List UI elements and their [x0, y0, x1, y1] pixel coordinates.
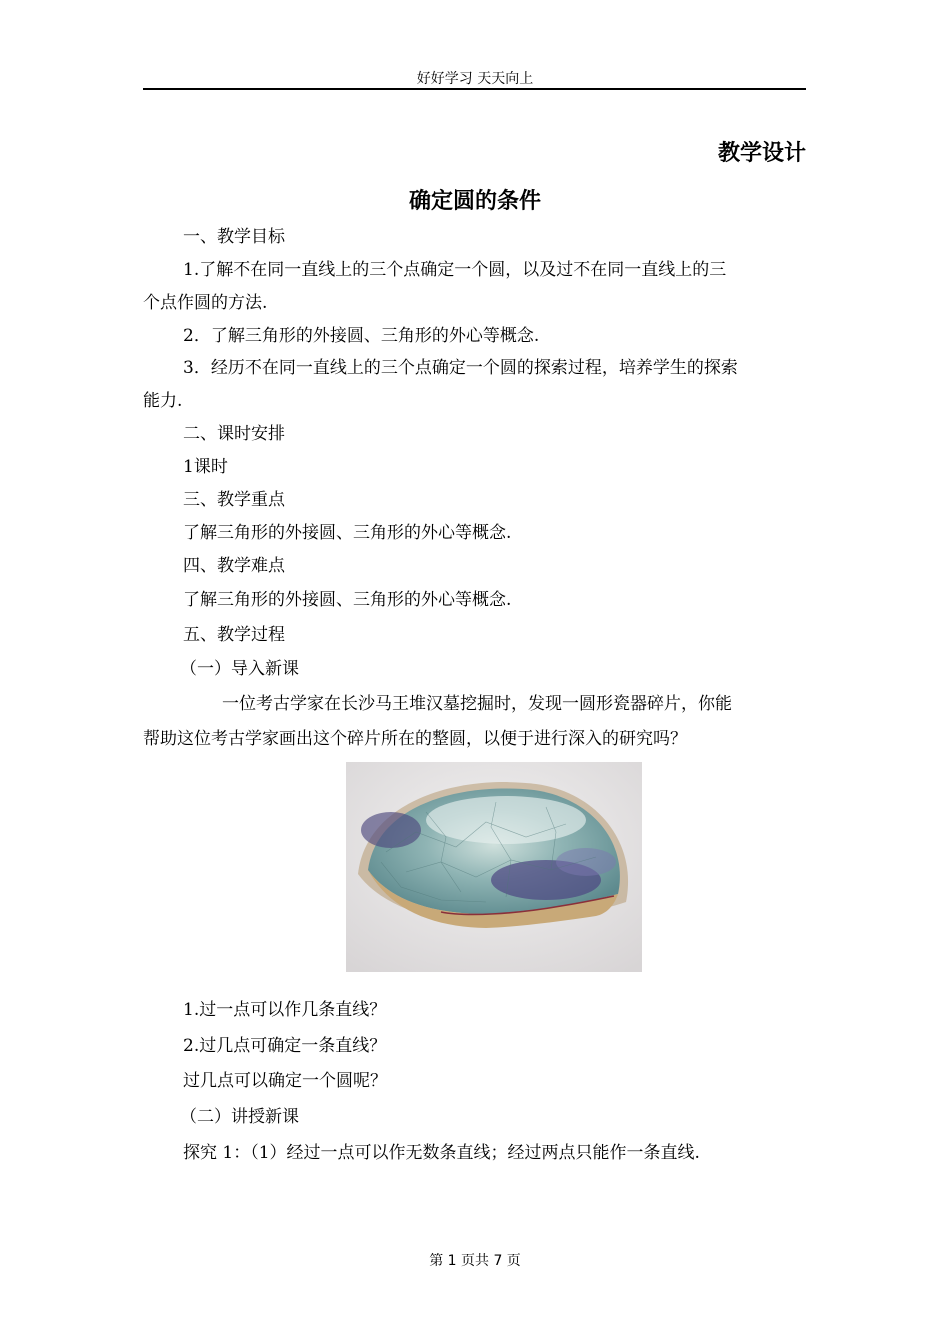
question-2: 2.过几点可确定一条直线？ — [183, 1036, 387, 1056]
porcelain-fragment-photo — [346, 762, 642, 972]
header-rule — [143, 88, 806, 90]
intro-line-2: 帮助这位考古学家画出这个碎片所在的整圆，以便于进行深入的研究吗？ — [143, 729, 687, 749]
page-header: 好好学习 天天向上 — [416, 71, 534, 87]
schedule-heading: 二、课时安排 — [183, 424, 285, 444]
doc-type-label: 教学设计 — [717, 141, 806, 166]
explore-1: 探究 1：（1）经过一点可以作无数条直线；经过两点只能作一条直线. — [183, 1143, 700, 1163]
intro-line-1: 一位考古学家在长沙马王堆汉墓挖掘时，发现一圆形瓷器碎片，你能 — [222, 694, 732, 714]
intro-heading: （一）导入新课 — [180, 659, 299, 679]
doc-title: 确定圆的条件 — [408, 189, 541, 214]
schedule-value: 1课时 — [183, 457, 228, 477]
goal-2: 2．了解三角形的外接圆、三角形的外心等概念. — [183, 326, 540, 346]
page-footer: 第 1 页共 7 页 — [429, 1253, 521, 1269]
difficulty-value: 了解三角形的外接圆、三角形的外心等概念. — [183, 590, 512, 610]
process-heading: 五、教学过程 — [183, 625, 285, 645]
difficulty-heading: 四、教学难点 — [183, 556, 285, 576]
key-point-heading: 三、教学重点 — [183, 490, 285, 510]
question-3: 过几点可以确定一个圆呢？ — [183, 1071, 387, 1091]
key-point-value: 了解三角形的外接圆、三角形的外心等概念. — [183, 523, 512, 543]
goals-heading: 一、教学目标 — [183, 227, 285, 247]
goal-3-line-2: 能力. — [143, 391, 183, 411]
question-1: 1.过一点可以作几条直线？ — [183, 1000, 387, 1020]
teach-heading: （二）讲授新课 — [180, 1107, 299, 1127]
goal-1-line-2: 个点作圆的方法. — [143, 293, 268, 313]
goal-3-line-1: 3．经历不在同一直线上的三个点确定一个圆的探索过程，培养学生的探索 — [183, 358, 738, 378]
goal-1-line-1: 1.了解不在同一直线上的三个点确定一个圆，以及过不在同一直线上的三 — [183, 260, 727, 280]
